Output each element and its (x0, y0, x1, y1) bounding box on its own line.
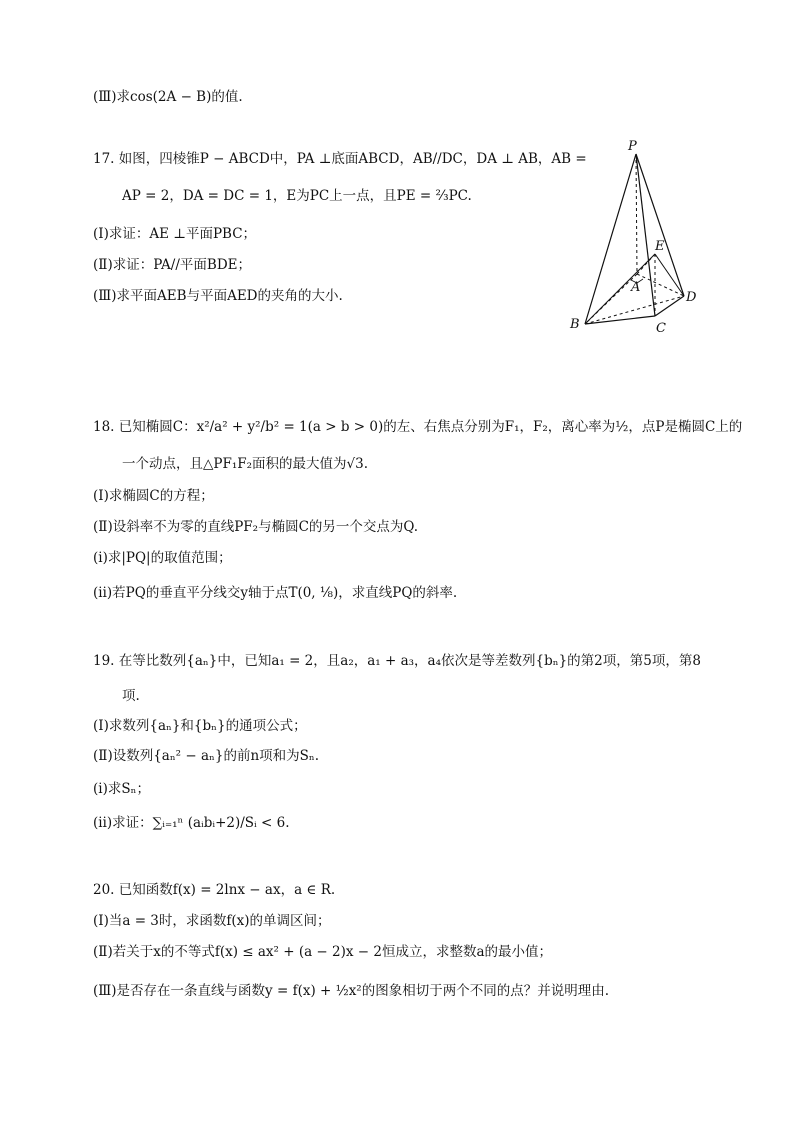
q20-stem: 20. 已知函数f(x) = 2lnx − ax，a ∈ R. (93, 882, 336, 898)
q19-sub2: (ⅱ)求证：∑ᵢ₌₁ⁿ (aᵢbᵢ+2)/Sᵢ < 6. (93, 815, 290, 831)
q17-part2: (Ⅱ)求证：PA//平面BDE； (93, 257, 251, 273)
q16-part3: (Ⅲ)求cos(2A − B)的值. (93, 89, 243, 105)
q18-sub1: (ⅰ)求|PQ|的取值范围； (93, 550, 232, 566)
q17-part3: (Ⅲ)求平面AEB与平面AED的夹角的大小. (93, 288, 343, 304)
q18-sub2: (ⅱ)若PQ的垂直平分线交y轴于点T(0, ⅛)，求直线PQ的斜率. (93, 585, 458, 601)
q20-part1: (Ⅰ)当a = 3时，求函数f(x)的单调区间； (93, 913, 331, 929)
q20-part2: (Ⅱ)若关于x的不等式f(x) ≤ ax² + (a − 2)x − 2恒成立，求整数a的最小值； (93, 944, 553, 960)
q19-stem-line2: 项. (122, 688, 140, 704)
label-B: B (570, 317, 580, 332)
label-E: E (655, 239, 665, 254)
q17-stem-line1: 17. 如图，四棱锥P − ABCD中，PA ⊥底面ABCD，AB//DC，DA ⊥ AB，AB = (93, 151, 587, 167)
q19-part1: (Ⅰ)求数列{aₙ}和{bₙ}的通项公式； (93, 718, 307, 734)
q20-part3: (Ⅲ)是否存在一条直线与函数y = f(x) + ½x²的图象相切于两个不同的点？并说明理由. (93, 983, 610, 999)
label-C: C (656, 321, 666, 336)
q19-part2: (Ⅱ)设数列{aₙ² − aₙ}的前n项和为Sₙ. (93, 748, 320, 764)
pyramid-figure (560, 138, 710, 338)
q18-part2: (Ⅱ)设斜率不为零的直线PF₂与椭圆C的另一个交点为Q. (93, 519, 419, 535)
q19-sub1: (ⅰ)求Sₙ； (93, 781, 150, 797)
q18-stem-line2: 一个动点，且△PF₁F₂面积的最大值为√3. (122, 456, 369, 472)
q19-stem-line1: 19. 在等比数列{aₙ}中，已知a₁ = 2，且a₂，a₁ + a₃，a₄依次是等差数列{bₙ}的第2项，第5项，第8 (93, 653, 701, 669)
q17-stem-line2: AP = 2，DA = DC = 1，E为PC上一点，且PE = ⅔PC. (122, 188, 472, 204)
q18-stem-line1: 18. 已知椭圆C：x²/a² + y²/b² = 1(a > b > 0)的左、右焦点分别为F₁，F₂，离心率为½，点P是椭圆C上的 (93, 419, 743, 435)
q17-part1: (Ⅰ)求证：AE ⊥平面PBC； (93, 226, 257, 242)
q18-part1: (Ⅰ)求椭圆C的方程； (93, 488, 214, 504)
label-A: A (631, 280, 641, 295)
label-D: D (686, 290, 697, 305)
label-P: P (628, 139, 637, 154)
